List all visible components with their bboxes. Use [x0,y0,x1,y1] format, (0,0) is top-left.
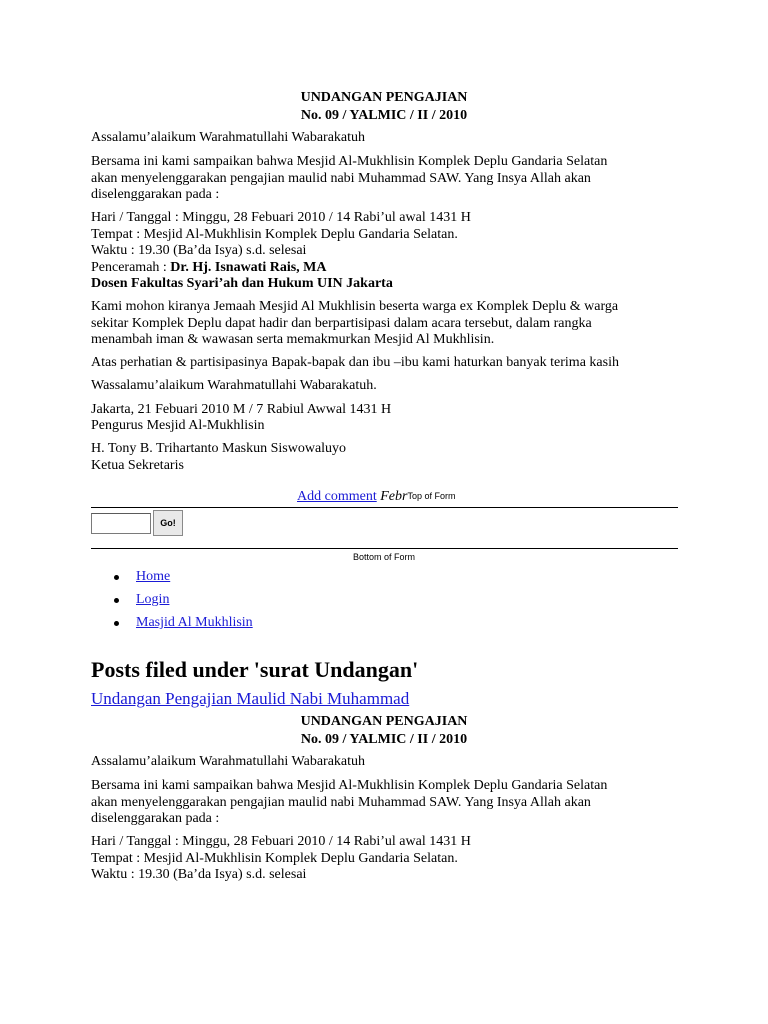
bullet-icon [114,575,119,580]
post-time: Waktu : 19.30 (Ba’da Isya) s.d. selesai [91,867,307,882]
letter-speaker [91,260,327,276]
letter-intro-line-3: diselenggarakan pada : [91,187,220,202]
letter-thanks: Atas perhatian & partisipasinya Bapak-bapak dan ibu –ibu kami haturkan banyak terima kasih [91,355,619,370]
letter-roles: Ketua Sekretaris [91,458,184,473]
post-intro-line-1: Bersama ini kami sampaikan bahwa Mesjid Al-Mukhlisin Komplek Deplu Gandaria Selatan [91,778,608,793]
post-date: Hari / Tanggal : Minggu, 28 Febuari 2010 / 14 Rabi’ul awal 1431 H [91,834,471,849]
nav-list [107,568,253,637]
top-of-form-label: Top of Form [407,491,456,501]
comment-bar [297,489,455,505]
letter-organization: Pengurus Mesjid Al-Mukhlisin [91,418,265,433]
top-of-form-divider [91,507,678,508]
speaker-role: Dosen Fakultas Syari’ah dan Hukum UIN Jakarta [91,276,393,291]
bottom-of-form-label: Bottom of Form [352,552,415,562]
nav-item-home [107,568,253,591]
nav-link-login[interactable]: Login [136,592,170,607]
add-comment-link[interactable]: Add comment [297,489,377,504]
post-title-link[interactable]: Undangan Pengajian Maulid Nabi Muhammad [91,689,410,708]
letter-closing: Wassalamu’alaikum Warahmatullahi Wabarakatuh. [91,378,377,393]
post-intro-line-2: akan menyelenggarakan pengajian maulid nabi Muhammad SAW. Yang Insya Allah akan [91,795,591,810]
nav-item-login [107,591,253,614]
posts-heading: Posts filed under 'surat Undangan' [91,657,419,682]
search-input[interactable] [91,513,151,534]
letter-number: No. 09 / YALMIC / II / 2010 [300,108,468,123]
post-title-wrapper [91,689,409,709]
letter-place: Tempat : Mesjid Al-Mukhlisin Komplek Deplu Gandaria Selatan. [91,227,458,242]
nav-link-home[interactable]: Home [136,569,171,584]
bullet-icon [114,621,119,626]
letter-date: Hari / Tanggal : Minggu, 28 Febuari 2010 / 14 Rabi’ul awal 1431 H [91,210,471,225]
letter-place-date: Jakarta, 21 Febuari 2010 M / 7 Rabiul Awwal 1431 H [91,402,392,417]
speaker-name: Dr. Hj. Isnawati Rais, MA [170,260,327,275]
letter-signatories: H. Tony B. Trihartanto Maskun Siswowaluyo [91,441,347,456]
letter-request-line-2: sekitar Komplek Deplu dapat hadir dan berpartisipasi dalam acara tersebut, dalam rangka [91,316,592,331]
nav-item-masjid [107,614,253,637]
letter-intro-line-2: akan menyelenggarakan pengajian maulid nabi Muhammad SAW. Yang Insya Allah akan [91,171,591,186]
speaker-label: Penceramah : [91,260,171,275]
go-button[interactable]: Go! [153,510,183,536]
post-letter-title: UNDANGAN PENGAJIAN [300,714,468,729]
letter-title: UNDANGAN PENGAJIAN [300,90,468,105]
letter-time: Waktu : 19.30 (Ba’da Isya) s.d. selesai [91,243,307,258]
post-letter-greeting: Assalamu’alaikum Warahmatullahi Wabarakatuh [91,754,366,769]
letter-request-line-3: menambah iman & wawasan serta memakmurkan Mesjid Al Mukhlisin. [91,332,495,347]
letter-intro-line-1: Bersama ini kami sampaikan bahwa Mesjid Al-Mukhlisin Komplek Deplu Gandaria Selatan [91,154,608,169]
nav-link-masjid[interactable]: Masjid Al Mukhlisin [136,615,253,630]
bottom-of-form-divider [91,548,678,549]
bullet-icon [114,598,119,603]
letter-greeting: Assalamu’alaikum Warahmatullahi Wabarakatuh [91,130,366,145]
post-intro-line-3: diselenggarakan pada : [91,811,220,826]
letter-request-line-1: Kami mohon kiranya Jemaah Mesjid Al Mukhlisin beserta warga ex Komplek Deplu & warga [91,299,619,314]
post-place: Tempat : Mesjid Al-Mukhlisin Komplek Deplu Gandaria Selatan. [91,851,458,866]
febr-text: Febr [380,489,408,504]
post-letter-number: No. 09 / YALMIC / II / 2010 [300,732,468,747]
